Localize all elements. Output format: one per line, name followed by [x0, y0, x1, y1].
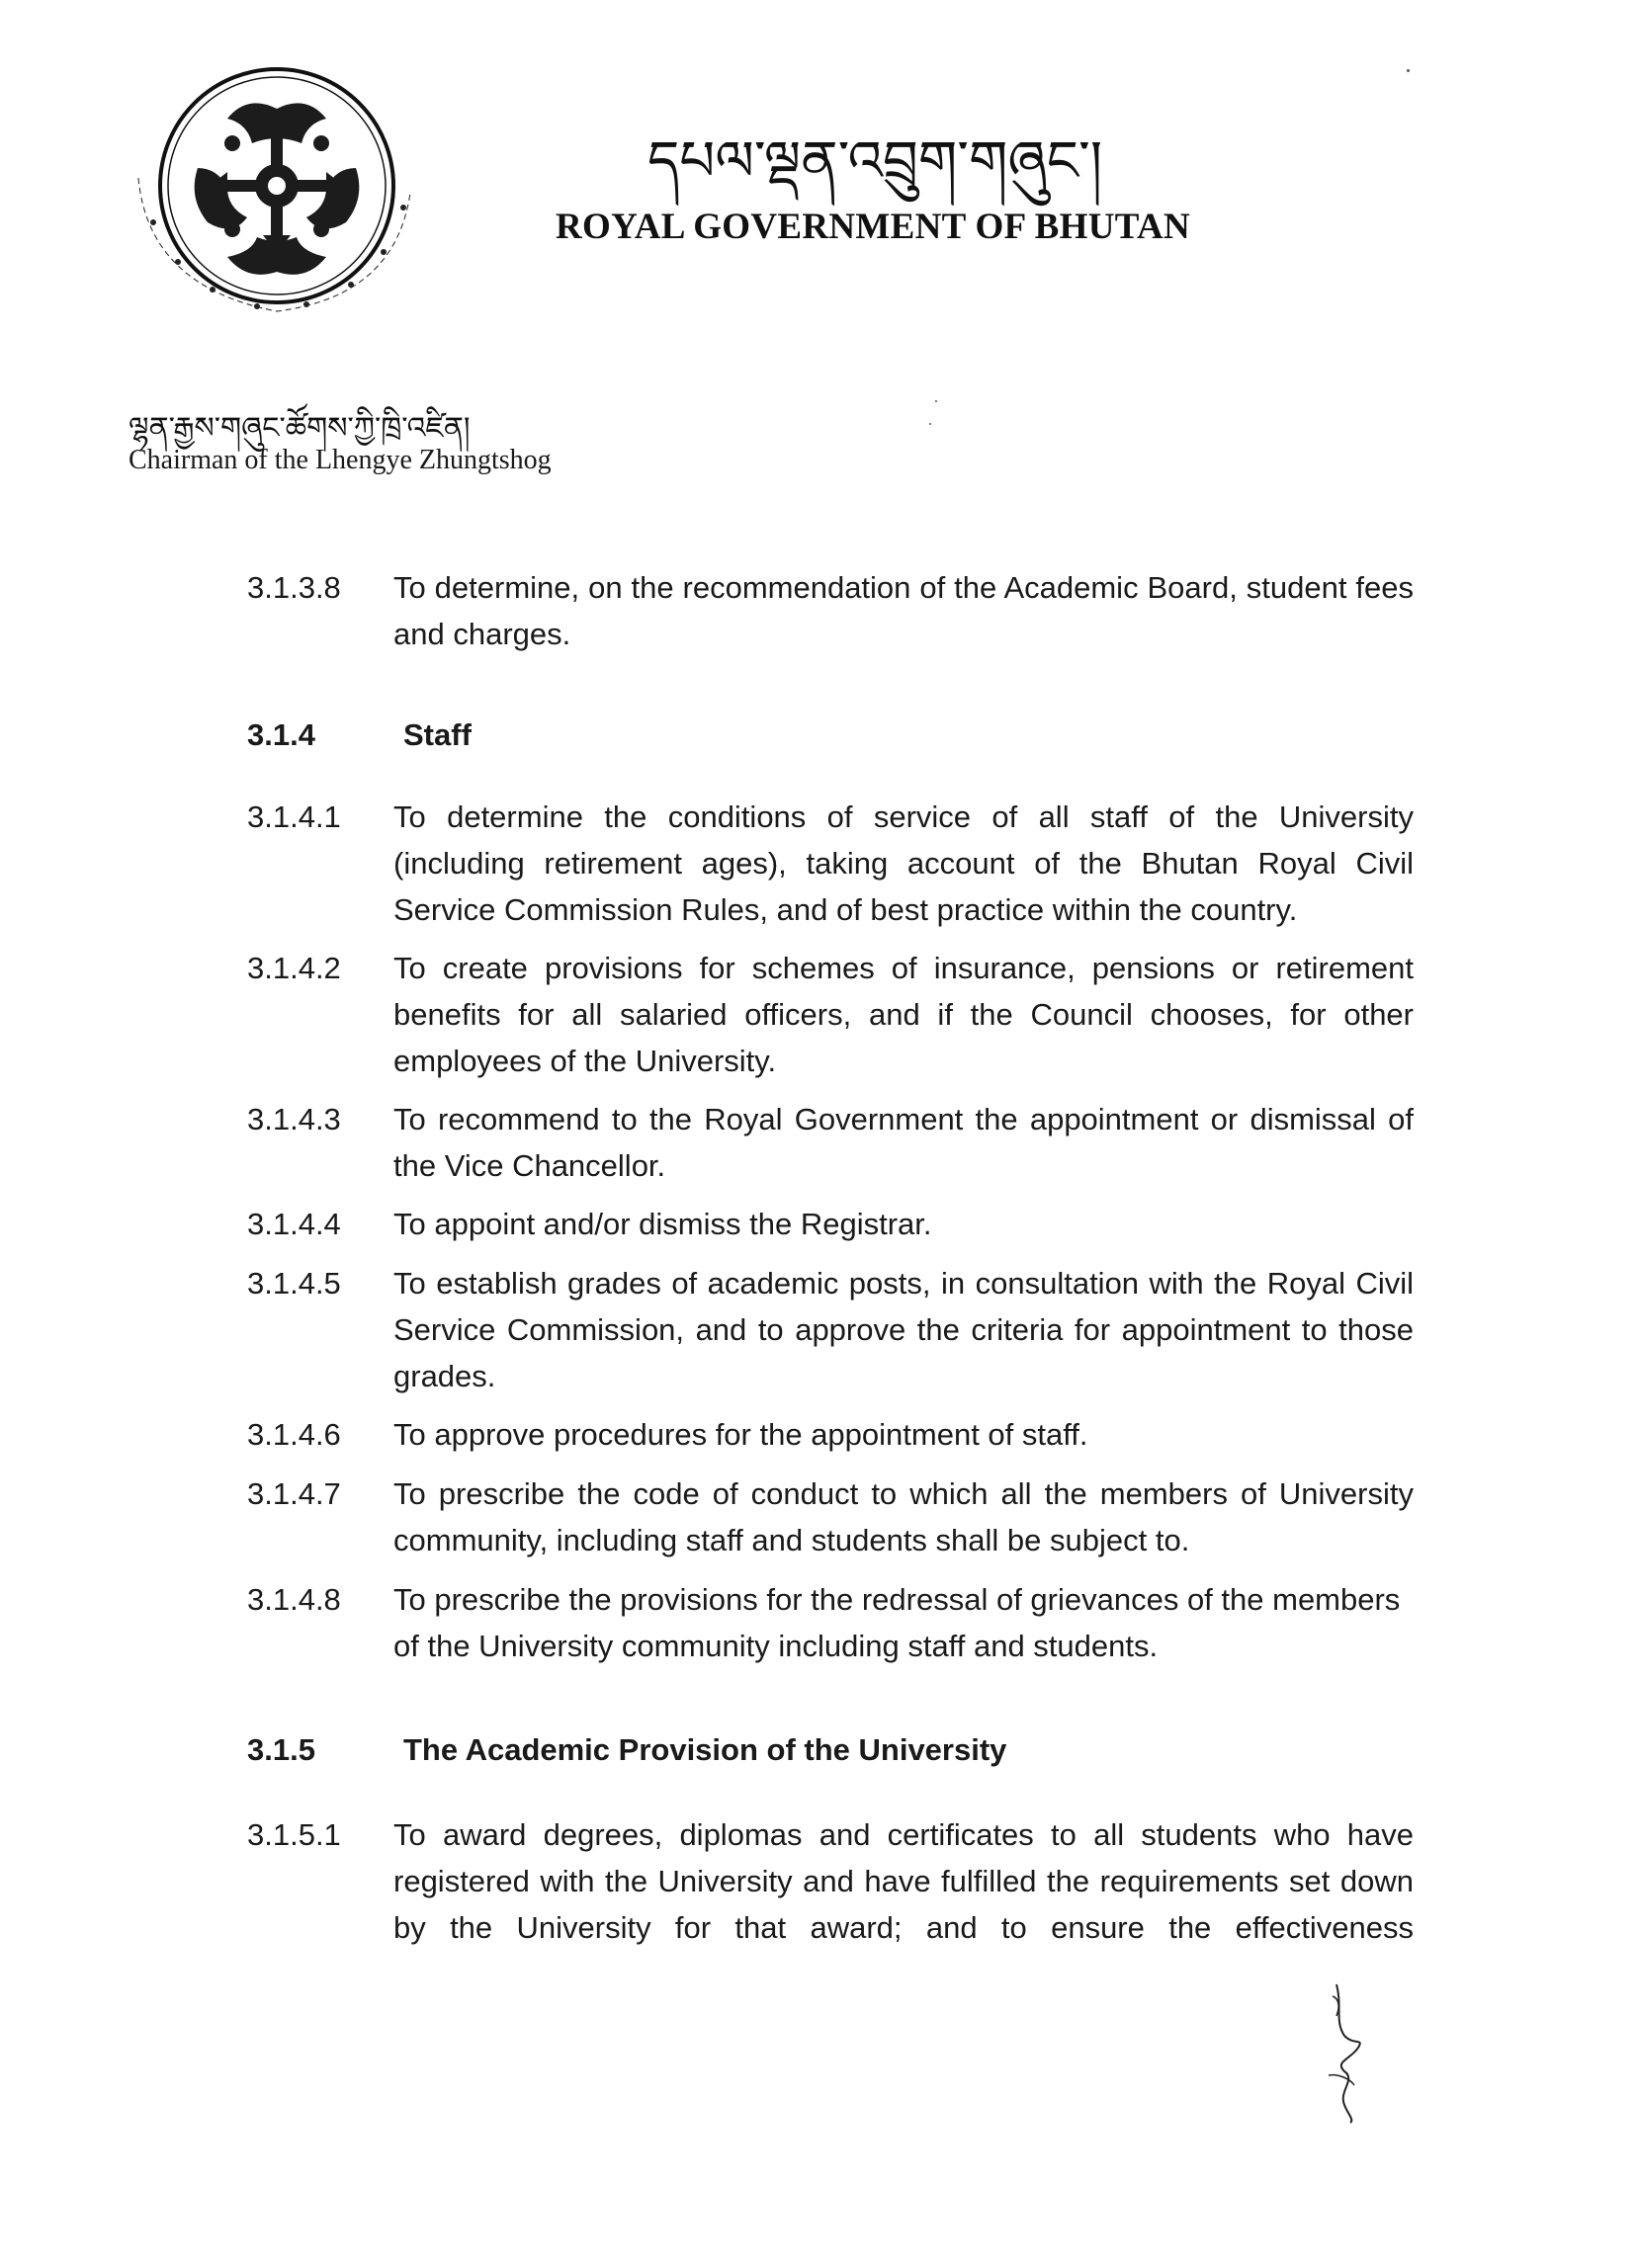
section-number: 3.1.4 — [247, 717, 315, 752]
clause-text: To recommend to the Royal Government the appointment or dismissal of the Vice Chancellor. — [393, 1102, 1414, 1183]
section-title: Staff — [403, 717, 472, 752]
scan-speck — [935, 400, 937, 402]
clause-number: 3.1.5.1 — [247, 1817, 341, 1852]
clause-text: To prescribe the provisions for the redressal of grievances of the members of the University community including staff and students. — [393, 1582, 1401, 1663]
scan-speck — [929, 423, 931, 425]
clause-number: 3.1.4.7 — [247, 1476, 341, 1511]
government-title: ROYAL GOVERNMENT OF BHUTAN — [556, 207, 1191, 247]
clause-number: 3.1.4.1 — [247, 799, 341, 834]
clause-text: To award degrees, diplomas and certificates to all students who have registered with the University and have fulfilled the requirements set down by the University for that award; and to ensure the effectiveness — [393, 1817, 1414, 1945]
clause-number: 3.1.4.3 — [247, 1102, 341, 1136]
section-title: The Academic Provision of the University — [403, 1732, 1007, 1767]
clause-number: 3.1.4.2 — [247, 951, 341, 985]
clause-text: To prescribe the code of conduct to which all the members of University community, including staff and students shall be subject to. — [393, 1476, 1414, 1557]
clause-text: To determine, on the recommendation of the Academic Board, student fees and charges. — [393, 570, 1414, 651]
clause-number: 3.1.4.5 — [247, 1266, 341, 1301]
clause-text: To determine the conditions of service of all staff of the University (including retirement ages), taking account of the Bhutan Royal Civil Service Commission Rules, and of best practice within the country. — [393, 799, 1414, 927]
clause-text: To establish grades of academic posts, in consultation with the Royal Civil Service Commission, and to approve the criteria for appointment to those grades. — [393, 1266, 1414, 1393]
clause-text: To appoint and/or dismiss the Registrar. — [393, 1207, 932, 1241]
royal-emblem-seal — [109, 59, 425, 356]
tibetan-title: དཔལ་ལྡན་འབྲུག་གཞུང་། — [647, 129, 1103, 194]
clause-number: 3.1.4.8 — [247, 1582, 341, 1617]
section-number: 3.1.5 — [247, 1732, 315, 1767]
clause-number: 3.1.4.4 — [247, 1207, 341, 1241]
handwritten-signature — [1315, 1976, 1374, 2125]
clause-number: 3.1.3.8 — [247, 570, 341, 605]
scan-speck — [1407, 69, 1410, 72]
office-tibetan: ལྷན་རྒྱས་གཞུང་ཚོགས་ཀྱི་ཁྲི་འཛིན། — [129, 411, 471, 446]
clause-text: To create provisions for schemes of insurance, pensions or retirement benefits for all salaried officers, and if the Council chooses, for other employees of the University. — [393, 951, 1414, 1078]
clause-text: To approve procedures for the appointment of staff. — [393, 1417, 1088, 1452]
office-title: Chairman of the Lhengye Zhungtshog — [129, 445, 552, 475]
clause-number: 3.1.4.6 — [247, 1417, 341, 1452]
